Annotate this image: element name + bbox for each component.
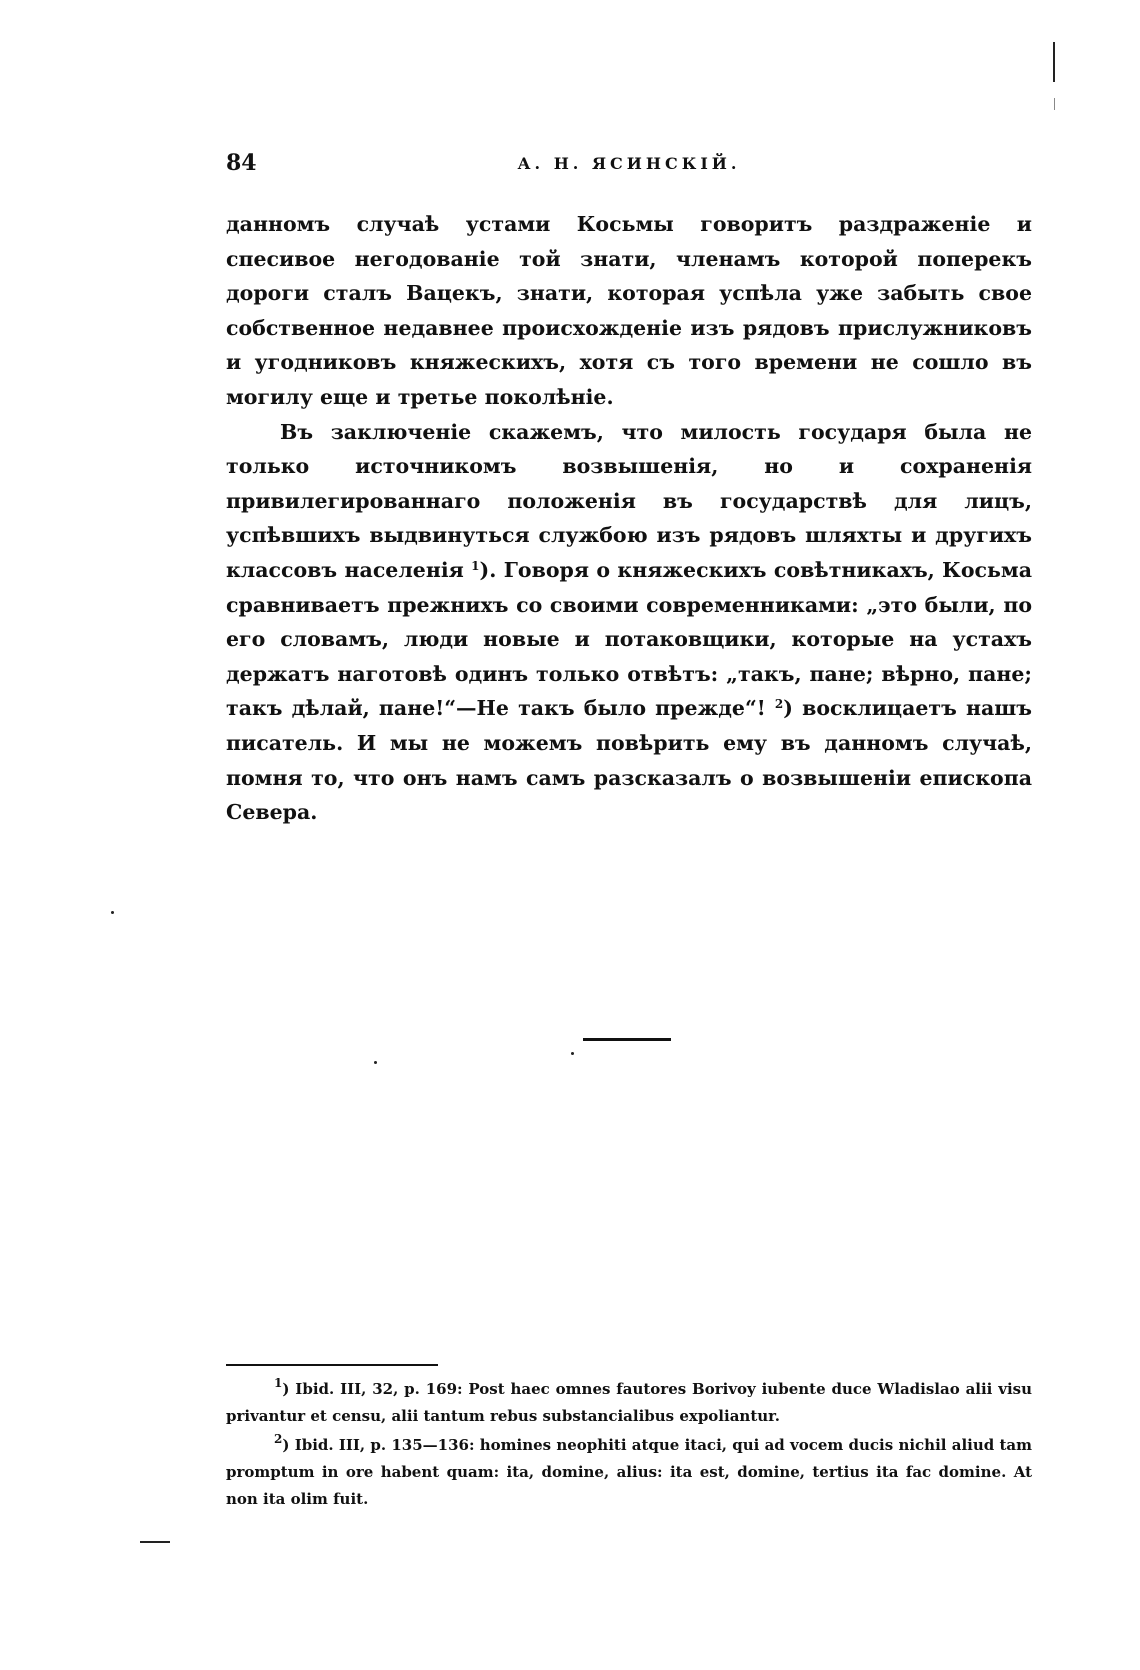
page-number: 84	[226, 150, 257, 176]
main-text	[226, 207, 1032, 830]
scan-speck	[571, 1052, 574, 1055]
paragraph-2-part-1: Въ заключеніе скажемъ, что милость государя была не только источникомъ возвышенія, но и сохраненія привилегированнаго положенія въ государствѣ для лицъ, успѣвшихъ выдвинуться службою изъ рядовъ шляхты и другихъ классовъ населенія	[226, 419, 1032, 582]
paragraph-2-part-2: ). Говоря о княжескихъ совѣтникахъ, Косьма сравниваетъ прежнихъ со своими современниками: „это были, по его словамъ, люди новые и потаковщики, которые на устахъ держатъ наготовѣ одинъ только отвѣтъ: „такъ, пане; вѣрно, пане; такъ дѣлай, пане!“—Не такъ было прежде“!	[226, 557, 1032, 721]
footnote-ref-2: 2	[774, 697, 784, 712]
footnote-1-text: ) Ibid. III, 32, p. 169: Post haec omnes fautores Borivoy iubente duce Wladislao alii visu privantur et censu, alii tantum rebus substancialibus expoliantur.	[226, 1380, 1032, 1425]
footnote-ref-1: 1	[471, 558, 480, 573]
footnote-2	[226, 1432, 1032, 1513]
scan-edge-mark-bottom	[140, 1541, 170, 1543]
paragraph-1: данномъ случаѣ устами Косьмы говоритъ раздраженіе и спесивое негодованіе той знати, членамъ которой поперекъ дороги сталъ Вацекъ, знати, которая успѣла уже забыть свое собственное недавнее происхожденіе изъ рядовъ прислужниковъ и угодниковъ княжескихъ, хотя съ того времени не сошло въ могилу еще и третье поколѣніе.	[226, 212, 1032, 409]
section-divider	[583, 1038, 671, 1041]
page-header	[226, 150, 1032, 180]
scan-edge-mark-small	[1054, 98, 1055, 110]
scan-edge-mark	[1053, 42, 1055, 82]
footnote-1	[226, 1376, 1032, 1430]
footnote-2-marker: 2	[274, 1432, 283, 1446]
scan-speck	[374, 1061, 377, 1064]
footnote-2-text: ) Ibid. III, p. 135—136: homines neophiti atque itaci, qui ad vocem ducis nichil aliud tam promptum in ore habent quam: ita, domine, alius: ita est, domine, tertius ita fac domine. At non ita olim fuit.	[226, 1436, 1032, 1508]
running-title: А. Н. ЯСИНСКІЙ.	[517, 154, 741, 173]
paragraph-2	[226, 415, 1032, 830]
footnote-1-marker: 1	[274, 1376, 283, 1390]
paragraph-2-part-3: ) восклицаетъ нашъ писатель. И мы не можемъ повѣрить ему въ данномъ случаѣ, помня то, что онъ намъ самъ разсказалъ о возвышеніи епископа Севера.	[226, 696, 1032, 825]
scan-speck	[111, 911, 114, 914]
footnotes	[226, 1376, 1032, 1515]
footnote-divider	[226, 1364, 438, 1366]
